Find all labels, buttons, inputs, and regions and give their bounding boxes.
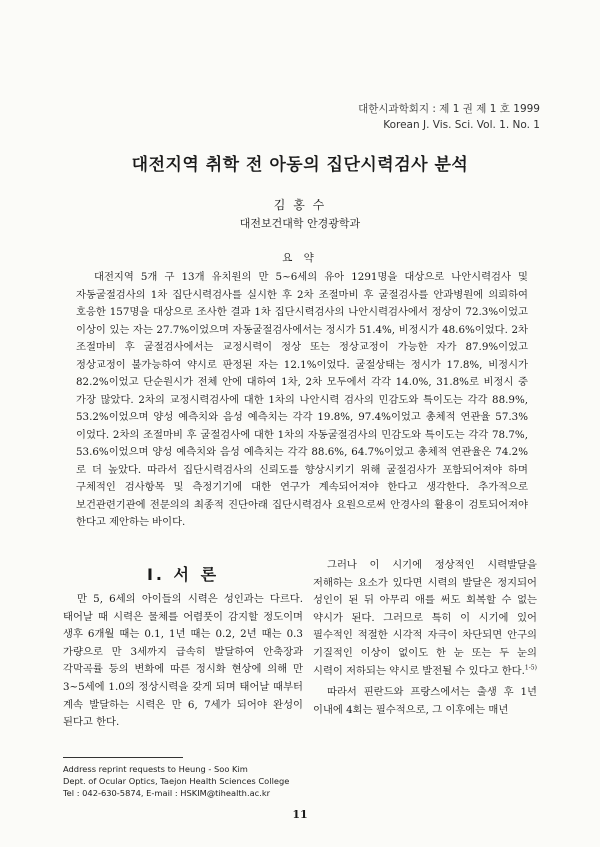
correspondence-footnote: [63, 763, 313, 799]
journal-header-korean: 대한시과학회지 : 제 1 권 제 1 호 1999: [358, 103, 540, 115]
page-number: 11: [292, 808, 308, 821]
section-heading-introduction: I. 서 론: [146, 565, 220, 584]
citation-ref: 1-5): [524, 664, 537, 672]
footnote-line-contact: Tel : 042-630-5874, E-mail : HSKIM@tihealth.ac.kr: [63, 788, 271, 798]
footnote-line-address: Address reprint requests to Heung - Soo Kim: [63, 764, 248, 774]
abstract-text: 대전지역 5개 구 13개 유치원의 만 5~6세의 유아 1291명을 대상으로 나안시력검사 및 자동굴절검사의 1차 집단시력검사를 실시한 후 2차 조절마비 후 굴절검사를 안과병원에 의뢰하여 호응한 157명을 대상으로 조사한 결과 1차 집단시력검사의 나안시력검사에서 정상이 72.3%이었고 이상이 있는 자는 27.7%이었으며 자동굴절검사에서는 정시가 51.4%, 비정시가 48.6%이었다. 2차 조절마비 후 굴절검사에서는 교정시력이 정상 또는 정상교정이 가능한 자가 87.9%이었고 정상교정이 불가능하여 약시로 판정된 자는 12.1%이었다. 굴절상태는 정시가 17.8%, 비정시가 82.2%이었고 단순원시가 전체 안에 대하여 1차, 2차 모두에서 각각 14.0%, 31.8%로 비정시 중 가장 많았다. 2차의 교정시력검사에 대한 1차의 나안시력 검사의 민감도와 특이도는 각각 88.9%, 53.2%이었으며 양성 예측치와 음성 예측치는 각각 19.8%, 97.4%이었고 총체적 연관율 57.3%이었다. 2차의 조절마비 후 굴절검사에 대한 1차의 자동굴절검사의 민감도와 특이도는 각각 78.7%, 53.6%이었으며 양성 예측치와 음성 예측치는 각각 88.6%, 64.7%이었고 총체적 연관율은 74.2%로 더 높았다. 따라서 집단시력검사의 신뢰도를 향상시키기 위해 굴절검사가 포함되어져야 하며 구체적인 검사항목 및 측정기기에 대한 연구가 계속되어져야 한다고 생각한다. 추가적으로 보건관련기관에 전문의의 최종적 진단아래 집단시력검사 요원으로써 안경사의 활용이 검토되어져야 한다고 제안하는 바이다.: [76, 271, 528, 528]
journal-header: [358, 101, 540, 133]
right-column: [313, 557, 537, 719]
left-column: [63, 591, 303, 732]
abstract-body: [76, 269, 528, 532]
paper-title: 대전지역 취학 전 아동의 집단시력검사 분석: [131, 155, 469, 175]
journal-header-english: Korean J. Vis. Sci. Vol. 1. No. 1: [383, 119, 540, 131]
intro-paragraph-1: 만 5, 6세의 아이들의 시력은 성인과는 다르다. 태어날 때 시력은 물체를 어렴풋이 감지할 정도이며 생후 6개월 때는 0.1, 1년 때는 0.2, 2년 때는 0.3 가량으로 만 3세까지 급속히 발달하여 안축장과 각막곡률 등의 변화에 따른 정시화 현상에 의해 만 3~5세에 1.0의 정상시력을 갖게 되며 태어날 때부터 계속 발달하는 시력은 만 6, 7세가 되어야 완성이 된다고 한다.: [63, 593, 303, 729]
intro-paragraph-2-text: 그러나 이 시기에 정상적인 시력발달을 저해하는 요소가 있다면 시력의 발달은 정지되어 성인이 된 뒤 아무리 애를 써도 회복할 수 없는 약시가 된다. 그러므로 특히 이 시기에 있어 필수적인 적절한 시각적 자극이 차단되면 안구의 기질적인 이상이 없이도 한 눈 또는 두 눈의 시력이 저하되는 약시로 발전될 수 있다고 한다.: [313, 559, 537, 677]
footnote-line-department: Dept. of Ocular Optics, Taejon Health Sciences College: [63, 776, 290, 786]
author-affiliation: 대전보건대학 안경광학과: [239, 217, 361, 230]
footnote-divider: [63, 757, 183, 758]
author-name: 김 홍 수: [273, 198, 327, 212]
abstract-heading: 요 약: [282, 252, 318, 264]
intro-paragraph-3: 따라서 핀란드와 프랑스에서는 출생 후 1년 이내에 4회는 필수적으로, 그 이후에는 매년: [313, 686, 537, 716]
intro-paragraph-2: [313, 557, 537, 680]
